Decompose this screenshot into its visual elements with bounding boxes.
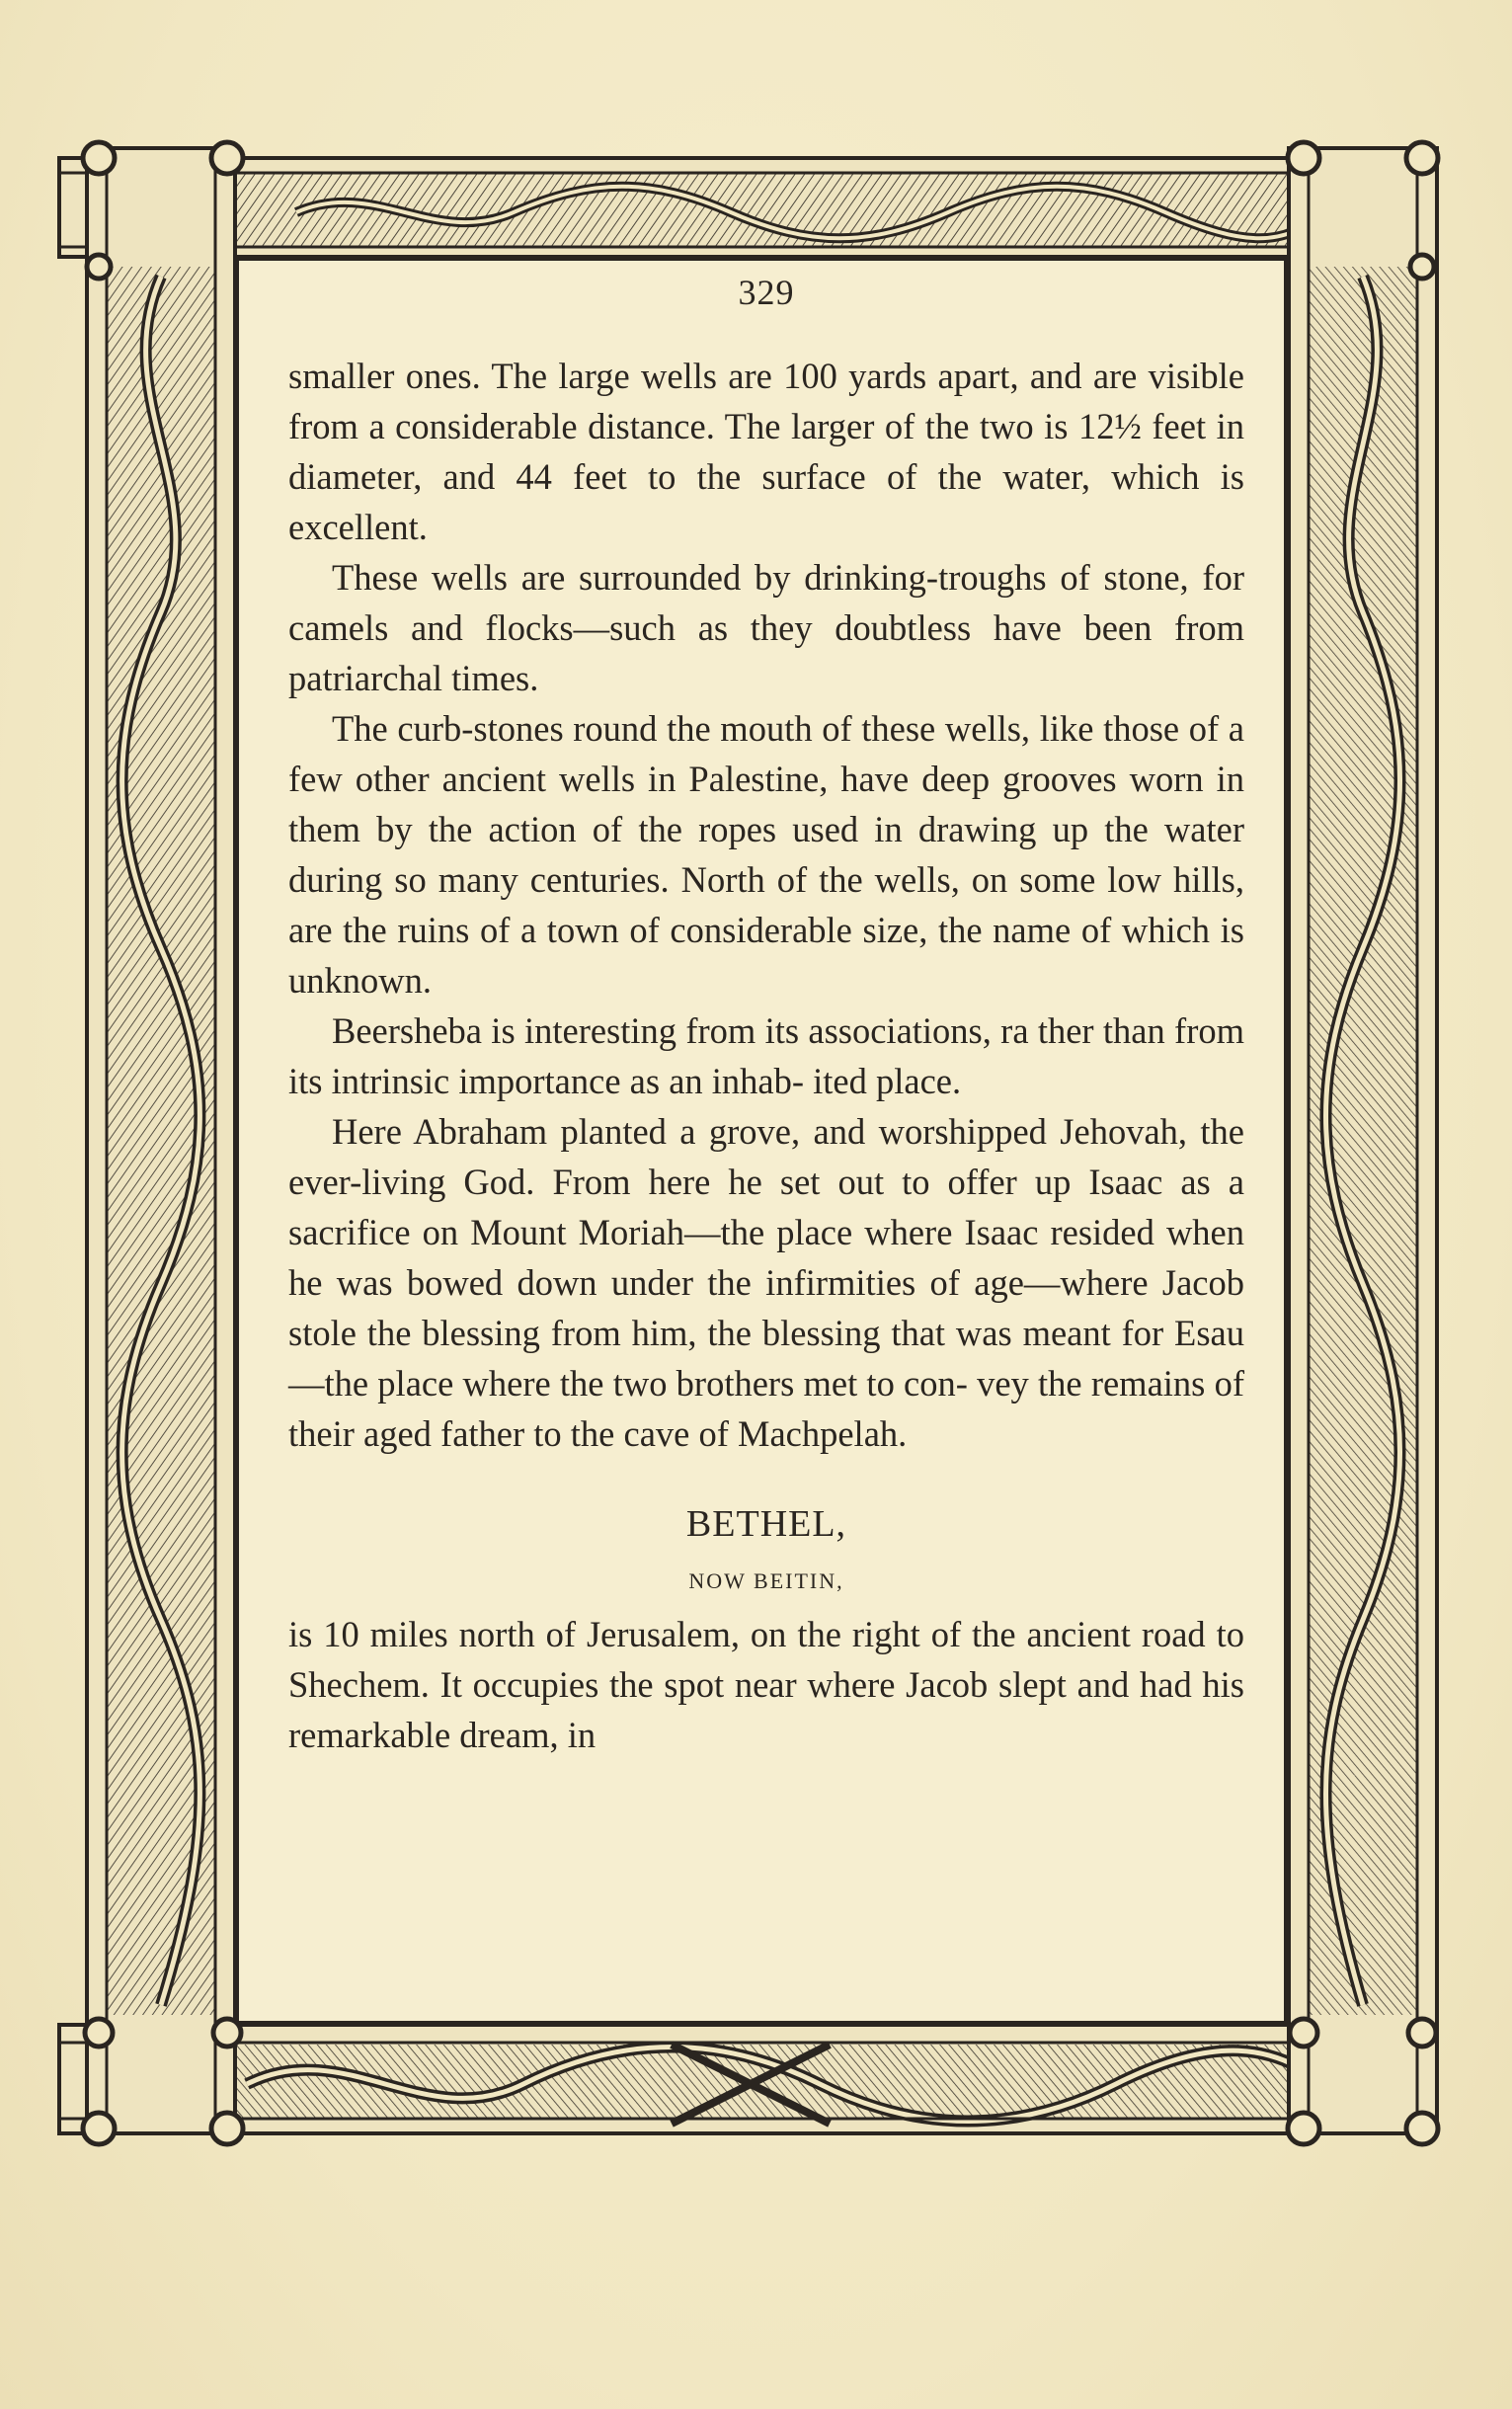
paragraph-2: These wells are surrounded by drinking-troughs of stone, for camels and flocks—such as they doubtless have been from patriarchal times. [288,557,1244,698]
border-right [1289,148,1437,2133]
page-body [288,273,1244,1980]
paragraph-1: smaller ones. The large wells are 100 yards apart, and are visible from a considerable distance. The larger of the two is 12½ feet in diameter, and 44 feet to the surface of the water, which is excellent. [288,356,1244,547]
section-paragraph: is 10 miles north of Jerusalem, on the right of the ancient road to Shechem. It occupies the spot near where Jacob slept and had his remarkable dream, in [288,1614,1244,1755]
paragraph-5: Here Abraham planted a grove, and worshipped Jehovah, the ever-living God. From here he set out to offer up Isaac as a sacrifice on Mount Moriah—the place where Isaac resided when he was bowed down under the infirmities of age—where Jacob stole the blessing from him, the blessing that was meant for Esau—the place where the two brothers met to con- vey the remains of their aged father to the cave of Machpelah. [288,1111,1244,1454]
paragraph-3: The curb-stones round the mouth of these wells, like those of a few other ancient wells in Palestine, have deep grooves worn in them by the action of the ropes used in drawing up the water during so many centuries. North of the wells, on some low hills, are the ruins of a town of considerable size, the name of which is unknown. [288,708,1244,1001]
section-subheading: NOW BEITIN, [688,1568,844,1593]
section-heading: BETHEL, [685,1503,847,1545]
page-number: 329 [738,273,795,312]
border-top [59,158,1437,257]
border-left [87,148,235,2133]
border-bottom [59,2025,1437,2133]
paragraph-4: Beersheba is interesting from its associations, ra ther than from its intrinsic importance as an inhab- ited place. [288,1010,1244,1101]
